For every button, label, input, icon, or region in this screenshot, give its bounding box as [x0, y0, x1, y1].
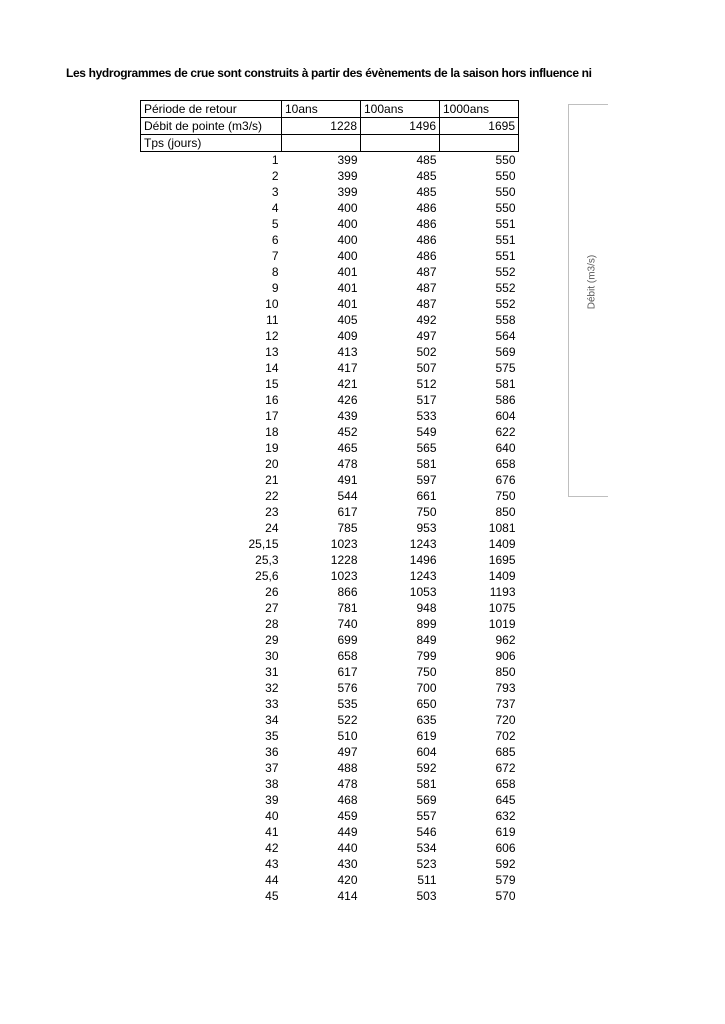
flow-1000ans-cell: 676 — [495, 473, 516, 487]
table-row — [141, 248, 519, 264]
peak-flow-10: 1228 — [282, 118, 361, 135]
time-cell: 23 — [265, 505, 279, 519]
flow-1000ans-cell: 906 — [495, 649, 516, 663]
table-row — [141, 760, 519, 776]
flow-10ans-cell: 785 — [337, 521, 358, 535]
flow-100ans-cell: 523 — [416, 857, 437, 871]
time-cell: 25,15 — [248, 537, 279, 551]
time-cell: 42 — [265, 841, 279, 855]
table-row — [141, 744, 519, 760]
flow-1000ans-cell: 1695 — [488, 553, 516, 567]
time-cell: 5 — [271, 217, 279, 231]
table-row — [141, 488, 519, 504]
flow-10ans-cell: 426 — [337, 393, 358, 407]
time-cell: 31 — [265, 665, 279, 679]
table-row — [141, 504, 519, 520]
flow-10ans-cell: 417 — [337, 361, 358, 375]
flow-100ans-cell: 1243 — [409, 569, 437, 583]
flow-10ans-cell: 468 — [337, 793, 358, 807]
flow-10ans-cell: 449 — [337, 825, 358, 839]
time-cell: 9 — [271, 281, 279, 295]
flow-1000ans-cell: 551 — [495, 217, 516, 231]
flow-10ans-cell: 400 — [337, 201, 358, 215]
flow-100ans-cell: 799 — [416, 649, 437, 663]
flow-100ans-cell: 1496 — [409, 553, 437, 567]
time-cell: 41 — [265, 825, 279, 839]
flow-10ans-cell: 399 — [337, 153, 358, 167]
peak-flow-row — [141, 118, 519, 135]
flow-100ans-cell: 661 — [416, 489, 437, 503]
flow-100ans-cell: 492 — [416, 313, 437, 327]
table-row — [141, 408, 519, 424]
table-row — [141, 392, 519, 408]
flow-1000ans-cell: 579 — [495, 873, 516, 887]
flow-1000ans-cell: 1409 — [488, 537, 516, 551]
flow-100ans-cell: 948 — [416, 601, 437, 615]
time-cell: 21 — [265, 473, 279, 487]
flow-1000ans-cell: 672 — [495, 761, 516, 775]
time-blank-1000 — [440, 135, 519, 152]
table-row — [141, 552, 519, 568]
time-cell: 25,3 — [255, 553, 279, 567]
flow-100ans-cell: 750 — [416, 665, 437, 679]
flow-100ans-cell: 592 — [416, 761, 437, 775]
flow-10ans-cell: 401 — [337, 265, 358, 279]
flow-100ans-cell: 487 — [416, 281, 437, 295]
flow-100ans-cell: 549 — [416, 425, 437, 439]
time-cell: 34 — [265, 713, 279, 727]
time-label: Tps (jours) — [141, 135, 282, 152]
time-cell: 38 — [265, 777, 279, 791]
table-row — [141, 264, 519, 280]
flow-100ans-cell: 581 — [416, 457, 437, 471]
flow-100ans-cell: 700 — [416, 681, 437, 695]
table-row — [141, 824, 519, 840]
flow-100ans-cell: 569 — [416, 793, 437, 807]
flow-100ans-cell: 533 — [416, 409, 437, 423]
flow-1000ans-cell: 586 — [495, 393, 516, 407]
flow-10ans-cell: 430 — [337, 857, 358, 871]
flow-100ans-cell: 497 — [416, 329, 437, 343]
table-row — [141, 600, 519, 616]
table-body — [141, 101, 519, 905]
flow-1000ans-cell: 622 — [495, 425, 516, 439]
flow-10ans-cell: 478 — [337, 777, 358, 791]
flow-1000ans-cell: 552 — [495, 265, 516, 279]
return-period-row — [141, 101, 519, 118]
flow-1000ans-cell: 552 — [495, 297, 516, 311]
time-cell: 17 — [265, 409, 279, 423]
time-cell: 30 — [265, 649, 279, 663]
flow-10ans-cell: 491 — [337, 473, 358, 487]
flow-1000ans-cell: 551 — [495, 233, 516, 247]
flow-100ans-cell: 565 — [416, 441, 437, 455]
flow-10ans-cell: 617 — [337, 665, 358, 679]
table-row — [141, 696, 519, 712]
flow-100ans-cell: 619 — [416, 729, 437, 743]
flow-1000ans-cell: 592 — [495, 857, 516, 871]
time-cell: 40 — [265, 809, 279, 823]
flow-10ans-cell: 414 — [337, 889, 358, 903]
time-cell: 35 — [265, 729, 279, 743]
flow-10ans-cell: 421 — [337, 377, 358, 391]
flow-10ans-cell: 658 — [337, 649, 358, 663]
flow-10ans-cell: 439 — [337, 409, 358, 423]
flow-100ans-cell: 486 — [416, 217, 437, 231]
flow-10ans-cell: 400 — [337, 217, 358, 231]
flow-1000ans-cell: 1075 — [488, 601, 516, 615]
flow-10ans-cell: 497 — [337, 745, 358, 759]
flow-1000ans-cell: 750 — [495, 489, 516, 503]
flow-100ans-cell: 517 — [416, 393, 437, 407]
flow-10ans-cell: 478 — [337, 457, 358, 471]
time-cell: 3 — [271, 185, 279, 199]
flow-1000ans-cell: 658 — [495, 777, 516, 791]
flow-1000ans-cell: 550 — [495, 153, 516, 167]
flow-1000ans-cell: 619 — [495, 825, 516, 839]
flow-10ans-cell: 535 — [337, 697, 358, 711]
flow-10ans-cell: 420 — [337, 873, 358, 887]
flow-1000ans-cell: 606 — [495, 841, 516, 855]
flow-10ans-cell: 413 — [337, 345, 358, 359]
time-cell: 43 — [265, 857, 279, 871]
flow-1000ans-cell: 575 — [495, 361, 516, 375]
peak-flow-1000: 1695 — [440, 118, 519, 135]
time-cell: 25,6 — [255, 569, 279, 583]
flow-100ans-cell: 486 — [416, 233, 437, 247]
flow-100ans-cell: 485 — [416, 169, 437, 183]
flow-1000ans-cell: 1019 — [488, 617, 516, 631]
flow-100ans-cell: 899 — [416, 617, 437, 631]
flow-10ans-cell: 452 — [337, 425, 358, 439]
table-row — [141, 184, 519, 200]
flow-10ans-cell: 400 — [337, 249, 358, 263]
time-cell: 29 — [265, 633, 279, 647]
flow-1000ans-cell: 550 — [495, 169, 516, 183]
time-cell: 15 — [265, 377, 279, 391]
flow-10ans-cell: 510 — [337, 729, 358, 743]
table-row — [141, 840, 519, 856]
flow-100ans-cell: 486 — [416, 201, 437, 215]
table-row — [141, 536, 519, 552]
flow-100ans-cell: 512 — [416, 377, 437, 391]
table-row — [141, 712, 519, 728]
flow-10ans-cell: 409 — [337, 329, 358, 343]
flow-100ans-cell: 1243 — [409, 537, 437, 551]
table-row — [141, 648, 519, 664]
flow-1000ans-cell: 720 — [495, 713, 516, 727]
flow-10ans-cell: 544 — [337, 489, 358, 503]
flow-100ans-cell: 1053 — [409, 585, 437, 599]
flow-10ans-cell: 459 — [337, 809, 358, 823]
return-period-1000: 1000ans — [440, 101, 519, 118]
flow-10ans-cell: 488 — [337, 761, 358, 775]
flow-10ans-cell: 401 — [337, 297, 358, 311]
flow-10ans-cell: 740 — [337, 617, 358, 631]
table-row — [141, 664, 519, 680]
flow-100ans-cell: 597 — [416, 473, 437, 487]
flow-10ans-cell: 617 — [337, 505, 358, 519]
flow-100ans-cell: 485 — [416, 185, 437, 199]
flow-100ans-cell: 487 — [416, 297, 437, 311]
table-row — [141, 680, 519, 696]
flow-100ans-cell: 511 — [417, 873, 437, 887]
time-cell: 4 — [271, 201, 279, 215]
table-row — [141, 776, 519, 792]
flow-10ans-cell: 399 — [337, 185, 358, 199]
table-row — [141, 152, 519, 169]
table-row — [141, 520, 519, 536]
flow-10ans-cell: 866 — [337, 585, 358, 599]
table-row — [141, 440, 519, 456]
flow-10ans-cell: 699 — [337, 633, 358, 647]
page-heading: Les hydrogrammes de crue sont construits à partir des évènements de la saison hors influence ni — [66, 66, 592, 80]
return-period-label: Période de retour — [141, 101, 282, 118]
time-blank-10 — [282, 135, 361, 152]
table-row — [141, 584, 519, 600]
table-row — [141, 728, 519, 744]
flow-100ans-cell: 503 — [416, 889, 437, 903]
table-row — [141, 328, 519, 344]
time-row — [141, 135, 519, 152]
time-cell: 37 — [265, 761, 279, 775]
flow-100ans-cell: 750 — [416, 505, 437, 519]
flow-1000ans-cell: 702 — [495, 729, 516, 743]
time-blank-100 — [361, 135, 440, 152]
flow-1000ans-cell: 658 — [495, 457, 516, 471]
table-row — [141, 456, 519, 472]
time-cell: 28 — [265, 617, 279, 631]
table-row — [141, 888, 519, 904]
flow-10ans-cell: 400 — [337, 233, 358, 247]
flow-1000ans-cell: 581 — [495, 377, 516, 391]
time-cell: 6 — [271, 233, 279, 247]
time-cell: 2 — [271, 169, 279, 183]
flow-10ans-cell: 440 — [337, 841, 358, 855]
time-cell: 24 — [265, 521, 279, 535]
table-row — [141, 168, 519, 184]
flow-100ans-cell: 849 — [416, 633, 437, 647]
peak-flow-label: Débit de pointe (m3/s) — [141, 118, 282, 135]
flow-1000ans-cell: 632 — [495, 809, 516, 823]
flow-1000ans-cell: 550 — [495, 185, 516, 199]
flow-1000ans-cell: 564 — [495, 329, 516, 343]
flow-1000ans-cell: 962 — [495, 633, 516, 647]
time-cell: 14 — [265, 361, 279, 375]
table-row — [141, 344, 519, 360]
flow-100ans-cell: 486 — [416, 249, 437, 263]
flow-100ans-cell: 534 — [416, 841, 437, 855]
time-cell: 32 — [265, 681, 279, 695]
hydrograph-table — [140, 100, 519, 904]
table-row — [141, 376, 519, 392]
table-row — [141, 808, 519, 824]
flow-1000ans-cell: 1081 — [488, 521, 516, 535]
flow-1000ans-cell: 685 — [495, 745, 516, 759]
table-row — [141, 792, 519, 808]
time-cell: 1 — [271, 153, 279, 167]
flow-1000ans-cell: 551 — [495, 249, 516, 263]
time-cell: 8 — [271, 265, 279, 279]
time-cell: 45 — [265, 889, 279, 903]
flow-10ans-cell: 405 — [337, 313, 358, 327]
table-row — [141, 568, 519, 584]
flow-100ans-cell: 557 — [416, 809, 437, 823]
flow-10ans-cell: 576 — [337, 681, 358, 695]
table-row — [141, 216, 519, 232]
flow-10ans-cell: 522 — [337, 713, 358, 727]
time-cell: 19 — [265, 441, 279, 455]
flow-1000ans-cell: 570 — [495, 889, 516, 903]
flow-1000ans-cell: 569 — [495, 345, 516, 359]
flow-10ans-cell: 1228 — [330, 553, 358, 567]
flow-10ans-cell: 399 — [337, 169, 358, 183]
flow-1000ans-cell: 850 — [495, 665, 516, 679]
flow-1000ans-cell: 552 — [495, 281, 516, 295]
flow-10ans-cell: 781 — [337, 601, 358, 615]
time-cell: 22 — [265, 489, 279, 503]
flow-100ans-cell: 507 — [416, 361, 437, 375]
time-cell: 39 — [265, 793, 279, 807]
time-cell: 27 — [265, 601, 279, 615]
flow-100ans-cell: 581 — [416, 777, 437, 791]
flow-10ans-cell: 1023 — [330, 569, 358, 583]
flow-1000ans-cell: 793 — [495, 681, 516, 695]
time-cell: 44 — [265, 873, 279, 887]
table-row — [141, 472, 519, 488]
table-row — [141, 424, 519, 440]
flow-100ans-cell: 485 — [416, 153, 437, 167]
flow-1000ans-cell: 1193 — [489, 585, 516, 599]
table-row — [141, 232, 519, 248]
flow-1000ans-cell: 1409 — [488, 569, 516, 583]
flow-1000ans-cell: 640 — [495, 441, 516, 455]
flow-1000ans-cell: 645 — [495, 793, 516, 807]
table-row — [141, 632, 519, 648]
time-cell: 36 — [265, 745, 279, 759]
return-period-100: 100ans — [361, 101, 440, 118]
flow-1000ans-cell: 558 — [495, 313, 516, 327]
chart-y-axis-label: Débit (m3/s) — [586, 254, 598, 310]
time-cell: 10 — [265, 297, 279, 311]
flow-100ans-cell: 502 — [416, 345, 437, 359]
flow-1000ans-cell: 604 — [495, 409, 516, 423]
flow-100ans-cell: 650 — [416, 697, 437, 711]
flow-100ans-cell: 604 — [416, 745, 437, 759]
flow-100ans-cell: 546 — [416, 825, 437, 839]
table-row — [141, 296, 519, 312]
time-cell: 11 — [266, 313, 279, 327]
table-row — [141, 280, 519, 296]
time-cell: 33 — [265, 697, 279, 711]
peak-flow-100: 1496 — [361, 118, 440, 135]
table-row — [141, 312, 519, 328]
table-row — [141, 872, 519, 888]
flow-100ans-cell: 635 — [416, 713, 437, 727]
table-row — [141, 200, 519, 216]
return-period-10: 10ans — [282, 101, 361, 118]
table-row — [141, 856, 519, 872]
table-row — [141, 616, 519, 632]
time-cell: 7 — [271, 249, 279, 263]
flow-10ans-cell: 1023 — [330, 537, 358, 551]
flow-100ans-cell: 487 — [416, 265, 437, 279]
time-cell: 12 — [265, 329, 279, 343]
time-cell: 20 — [265, 457, 279, 471]
time-cell: 13 — [265, 345, 279, 359]
flow-10ans-cell: 465 — [337, 441, 358, 455]
time-cell: 16 — [265, 393, 279, 407]
flow-100ans-cell: 953 — [416, 521, 437, 535]
time-cell: 26 — [265, 585, 279, 599]
flow-1000ans-cell: 737 — [495, 697, 516, 711]
time-cell: 18 — [265, 425, 279, 439]
flow-1000ans-cell: 850 — [495, 505, 516, 519]
table-row — [141, 360, 519, 376]
flow-10ans-cell: 401 — [337, 281, 358, 295]
flow-1000ans-cell: 550 — [495, 201, 516, 215]
